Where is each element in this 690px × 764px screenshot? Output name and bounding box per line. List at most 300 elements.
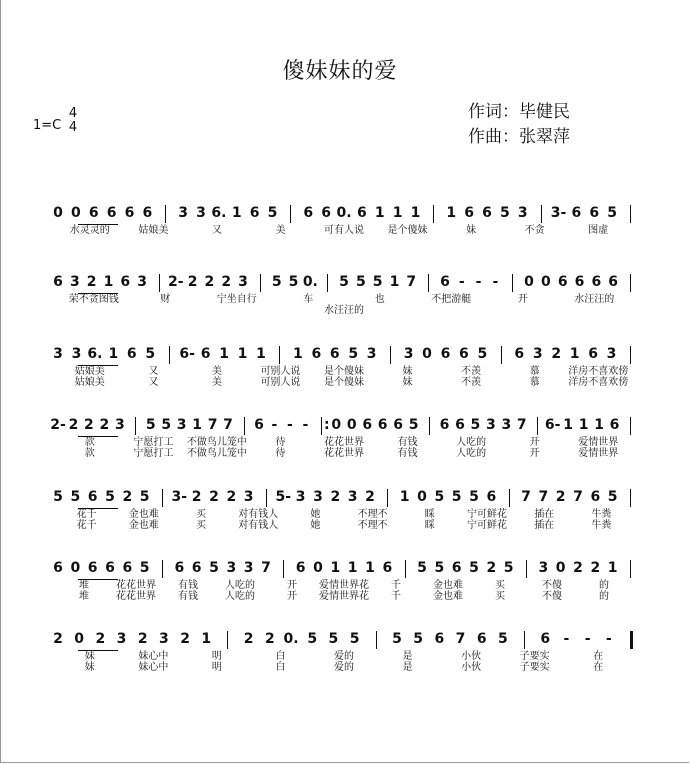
- note: 5: [469, 560, 479, 576]
- note: -: [286, 417, 293, 433]
- note: 0.: [336, 205, 352, 221]
- lyric-text: 不贪: [524, 225, 545, 236]
- barline: [159, 274, 160, 292]
- note: 1: [374, 205, 385, 221]
- note: 7: [223, 417, 233, 433]
- note: 5: [70, 489, 81, 505]
- lyric-text: 花千: [76, 509, 97, 520]
- lyric-text: 的: [599, 580, 609, 591]
- note: 6: [591, 274, 602, 290]
- barline: [630, 417, 631, 435]
- note: 5: [469, 489, 479, 505]
- lyric-text: 不做鸟儿笼中: [186, 448, 247, 459]
- note: 6: [514, 346, 525, 362]
- note: 6: [455, 417, 465, 433]
- note: 7: [521, 489, 531, 505]
- lyric-text: 她: [310, 520, 321, 531]
- note: 0: [524, 274, 534, 290]
- lyricist-credit: 作词：毕健民: [468, 102, 570, 122]
- note: 3: [538, 560, 549, 576]
- lyric-text: 在: [593, 651, 604, 662]
- lyric-text: 不理不: [357, 520, 388, 531]
- note: 1: [237, 346, 248, 362]
- note: 6: [451, 560, 462, 576]
- note: 1: [231, 205, 242, 221]
- note: 6: [87, 489, 98, 505]
- note: 1: [256, 346, 266, 362]
- note: 3: [53, 346, 63, 362]
- note: 3: [532, 346, 543, 362]
- note: 2-: [50, 417, 66, 433]
- note: 1: [594, 417, 604, 433]
- barline: [290, 205, 291, 223]
- lyric-text: 待: [275, 437, 286, 448]
- note: 6: [126, 346, 137, 362]
- note: 2: [551, 346, 562, 362]
- barline: [390, 346, 391, 364]
- lyric-text: 妹: [402, 377, 413, 388]
- lyric-text: 是个傻妹: [324, 366, 364, 377]
- note-row: [0, 344, 690, 368]
- note: 3: [178, 205, 188, 221]
- note: 6: [254, 417, 264, 433]
- lyric-text: 牛粪: [591, 509, 612, 520]
- note: 6: [329, 346, 340, 362]
- note: 0: [70, 560, 81, 576]
- key-signature: 1=C: [33, 118, 62, 133]
- note: 7: [455, 631, 466, 647]
- lyric-text: 又: [211, 225, 222, 236]
- lyric-text: 爱情世界花: [319, 591, 369, 602]
- lyric-text: 可别人说: [260, 366, 301, 377]
- barline: [169, 346, 170, 364]
- note: 2: [209, 489, 219, 505]
- lyric-text: 可有人说: [324, 225, 364, 236]
- note: -: [271, 417, 278, 433]
- lyric-text: 图虚: [588, 225, 609, 236]
- note: 7: [261, 560, 271, 576]
- lyric-text: 买: [196, 509, 206, 520]
- lyric-text: 待: [275, 448, 286, 459]
- lyric-text: 开: [287, 580, 297, 591]
- note: 6: [303, 205, 314, 221]
- lyric-text: 款: [84, 448, 95, 459]
- lyric-text: 是个傻妹: [324, 377, 364, 388]
- barline: [260, 274, 261, 292]
- note: 3: [366, 346, 377, 362]
- barline: [537, 417, 538, 435]
- lyric-text: 千: [391, 580, 401, 591]
- lyric-text: 爱情世界花: [319, 580, 369, 591]
- note: 6: [106, 205, 117, 221]
- note: 3-: [171, 489, 188, 505]
- barline: [630, 205, 631, 223]
- note: 5: [503, 560, 514, 576]
- note: 0: [313, 560, 323, 576]
- lyric-text: 堆: [79, 580, 89, 591]
- note: 1: [219, 346, 229, 362]
- lyric-text: 姑娘美: [74, 366, 105, 377]
- lyric-text: 人吃的: [456, 437, 487, 448]
- note: 3: [295, 489, 306, 505]
- barline: [501, 346, 502, 364]
- note: 3: [485, 417, 496, 433]
- note: 2: [84, 417, 94, 433]
- note: 3: [403, 346, 414, 362]
- lyric-text: 爱情世界: [578, 448, 619, 459]
- lyric-text: 不傻: [542, 591, 562, 602]
- note: 1: [192, 417, 202, 433]
- note: 5: [307, 631, 318, 647]
- note: 6: [440, 346, 451, 362]
- barline: [630, 274, 631, 292]
- barline: [541, 205, 542, 223]
- barline: [512, 274, 513, 292]
- barline: [165, 205, 166, 223]
- note: 6: [321, 205, 331, 221]
- note: 0: [541, 274, 551, 290]
- lyric-text: 可别人说: [260, 377, 301, 388]
- note: 6: [464, 205, 474, 221]
- note: 6: [295, 560, 306, 576]
- barline: [376, 631, 377, 649]
- lyric-text: 插在: [534, 509, 555, 520]
- note: 5: [417, 560, 427, 576]
- lyric-text: 睬: [424, 509, 435, 520]
- lyric-text: 花千: [76, 520, 97, 531]
- lyric-text: 是: [402, 651, 413, 662]
- note: 3: [116, 631, 127, 647]
- note: 5: [339, 274, 349, 290]
- score-system: [0, 203, 690, 283]
- note: 2: [95, 631, 106, 647]
- note: 6: [87, 560, 98, 576]
- note: 6: [120, 274, 131, 290]
- lyric-text: 睬: [424, 520, 435, 531]
- final-barline: [630, 631, 633, 649]
- lyric-text: 慕: [529, 366, 540, 377]
- lyric-text: 明: [211, 651, 222, 662]
- lyric-text: 车: [303, 294, 314, 305]
- lyric-text: 在: [593, 662, 604, 673]
- lyric-text: 爱情世界: [578, 437, 619, 448]
- lyric-text: 买: [495, 580, 505, 591]
- note: -: [584, 631, 591, 647]
- barline: [162, 489, 163, 507]
- note: 3: [243, 560, 254, 576]
- lyric-text: 买: [495, 591, 505, 602]
- note: 5: [328, 631, 339, 647]
- note: 5: [470, 417, 481, 433]
- note: 6.: [211, 205, 227, 221]
- score-system: [0, 272, 690, 352]
- note: 5: [434, 560, 445, 576]
- note: 2: [555, 489, 566, 505]
- note: 6: [574, 274, 585, 290]
- song-title: 傻妹妹的爱: [282, 59, 398, 84]
- barline: [135, 417, 136, 435]
- note: 5: [139, 489, 150, 505]
- barline: [405, 560, 406, 578]
- note-row: [0, 487, 690, 511]
- note: 6: [486, 489, 497, 505]
- barline: [327, 274, 328, 292]
- note: 0: [331, 417, 342, 433]
- lyric-text: 妹: [466, 225, 477, 236]
- lyric-text: 白: [275, 662, 286, 673]
- lyric-text: 妹心中: [138, 651, 169, 662]
- note: 2: [590, 560, 601, 576]
- note: 5: [392, 631, 402, 647]
- score-system: [0, 629, 690, 709]
- note: 6: [382, 560, 393, 576]
- lyric-text: 对有钱人: [238, 509, 279, 520]
- barline: [227, 631, 228, 649]
- note: 2: [191, 489, 202, 505]
- note: 2: [226, 489, 237, 505]
- note: 5: [267, 205, 278, 221]
- lyric-text: 金也难: [128, 509, 159, 520]
- note: 2: [330, 489, 341, 505]
- lyric-text: 开: [287, 591, 297, 602]
- barline: [162, 560, 163, 578]
- lyric-text: 美: [211, 377, 222, 388]
- note: -: [563, 631, 570, 647]
- note: 2: [137, 631, 148, 647]
- note: -: [605, 631, 612, 647]
- note: 1: [569, 346, 580, 362]
- time-signature-top: 4: [68, 106, 78, 121]
- note: -: [302, 417, 309, 433]
- note: 5: [498, 631, 508, 647]
- lyric-text: 子要实: [519, 651, 550, 662]
- note: 1: [563, 417, 574, 433]
- note: 5: [139, 560, 150, 576]
- lyric-text: 荣不贪图钱: [68, 294, 119, 305]
- lyric-text: 水灵灵的: [69, 225, 110, 236]
- note: 1: [365, 560, 375, 576]
- note: 6: [377, 417, 388, 433]
- note: 3: [243, 489, 254, 505]
- note: 2: [573, 560, 583, 576]
- lyric-text: 白: [275, 651, 286, 662]
- note: 2: [264, 631, 275, 647]
- note: 6: [174, 560, 185, 576]
- lyric-text: 是: [402, 662, 413, 673]
- lyric-text: 姑娘美: [138, 225, 169, 236]
- lyric-text: 爱的: [334, 651, 354, 662]
- lyric-text: 水汪汪的: [324, 305, 364, 316]
- note: 1: [392, 205, 403, 221]
- note: 1: [607, 560, 618, 576]
- note: 0: [346, 417, 357, 433]
- note: 6: [590, 489, 601, 505]
- lyric-text: 金也难: [128, 520, 159, 531]
- note: 2-: [167, 274, 184, 290]
- barline: [524, 631, 525, 649]
- note: 6: [440, 274, 450, 290]
- barline: [509, 489, 510, 507]
- note: 1: [103, 274, 114, 290]
- note: 6: [589, 205, 600, 221]
- note: 2: [99, 417, 110, 433]
- note: 2: [53, 631, 63, 647]
- lyric-text: 宁愿打工: [133, 437, 174, 448]
- note: 6: [88, 205, 99, 221]
- note: 3: [501, 417, 512, 433]
- lyric-text: 花花世界: [324, 448, 364, 459]
- note: 5: [607, 205, 617, 221]
- note: 3: [176, 417, 187, 433]
- note: 5: [355, 274, 366, 290]
- note: 2: [187, 274, 198, 290]
- note: 1: [292, 346, 303, 362]
- note: 3: [238, 274, 248, 290]
- note: 7: [516, 417, 527, 433]
- note: 6: [357, 205, 367, 221]
- lyric-text: 妹: [402, 366, 413, 377]
- lyric-text: 她: [310, 509, 321, 520]
- lyric-text: 花花世界: [116, 580, 156, 591]
- lyric-text: 又: [148, 377, 159, 388]
- note: 1: [201, 631, 212, 647]
- note: 6-: [179, 346, 195, 362]
- note: 0: [555, 560, 566, 576]
- note: 3: [606, 346, 617, 362]
- note: 2: [86, 274, 97, 290]
- note: 1: [446, 205, 457, 221]
- barline: [630, 346, 631, 364]
- note: 6: [362, 417, 373, 433]
- lyric-text: 金也难: [433, 580, 463, 591]
- lyric-text: 人吃的: [225, 580, 255, 591]
- barline: [526, 560, 527, 578]
- lyric-text: 不傻: [542, 580, 562, 591]
- note: 2: [486, 560, 497, 576]
- score-system: [0, 487, 690, 567]
- lyric-text: 美: [275, 225, 286, 236]
- note: 6: [124, 205, 135, 221]
- composer-credit: 作曲：张翠萍: [468, 127, 570, 147]
- note: 6: [191, 560, 202, 576]
- note: 0.: [302, 274, 318, 290]
- note: 6: [609, 417, 620, 433]
- note: 6: [540, 631, 551, 647]
- lyric-text: 买: [196, 520, 206, 531]
- note: 1: [347, 560, 358, 576]
- barline: [429, 417, 430, 435]
- lyric-text: 财: [160, 294, 171, 305]
- lyric-text: 小伙: [461, 662, 482, 673]
- barline: [630, 560, 631, 578]
- lyric-text: 的: [599, 591, 609, 602]
- lyric-text: 款: [84, 437, 95, 448]
- lyric-text: 不做鸟儿笼中: [186, 437, 247, 448]
- note: 6: [200, 346, 211, 362]
- lyric-text: 明: [211, 662, 222, 673]
- lyric-text: 不理不: [357, 509, 388, 520]
- note: 0: [71, 205, 81, 221]
- note: 1: [108, 346, 119, 362]
- note: 5: [451, 489, 462, 505]
- lyric-text: 对有钱人: [238, 520, 279, 531]
- score-system: [0, 344, 690, 424]
- lyric-text: 千: [391, 591, 401, 602]
- note: 5: [105, 489, 115, 505]
- note: 3: [159, 631, 169, 647]
- lyric-text: 堆: [79, 591, 89, 602]
- note: 5: [53, 489, 63, 505]
- lyric-text: 妹: [84, 651, 95, 662]
- lyric-text: 妹: [84, 662, 95, 673]
- lyric-text: 人吃的: [456, 448, 487, 459]
- note-row: [0, 629, 690, 653]
- note: 5: [145, 417, 156, 433]
- lyric-text: 开: [517, 294, 528, 305]
- note: 6: [608, 274, 619, 290]
- note: 5: [209, 560, 219, 576]
- note: 6: [142, 205, 153, 221]
- note: 6-: [544, 417, 561, 433]
- note: 6: [439, 417, 450, 433]
- note: 1: [578, 417, 589, 433]
- time-signature-bottom: 4: [68, 120, 78, 135]
- note: 2: [204, 274, 215, 290]
- note: 3: [313, 489, 323, 505]
- note: 5: [372, 274, 383, 290]
- note: 3: [69, 274, 80, 290]
- note: 6: [482, 205, 492, 221]
- note: 2: [221, 274, 232, 290]
- lyric-text: 洋房不喜欢傍: [568, 377, 629, 388]
- note: 5: [500, 205, 510, 221]
- note: 6: [53, 560, 63, 576]
- lyric-text: 有钱: [178, 580, 198, 591]
- note: 3: [517, 205, 528, 221]
- note: -: [492, 274, 499, 290]
- lyric-text: 金也难: [433, 591, 463, 602]
- lyric-text: 爱的: [334, 662, 354, 673]
- lyric-text: 开: [529, 437, 540, 448]
- note: 5-: [275, 489, 292, 505]
- lyric-text: 子要实: [519, 662, 550, 673]
- note: 7: [207, 417, 218, 433]
- note: 6: [311, 346, 322, 362]
- barline: [433, 205, 434, 223]
- score-system: [0, 415, 690, 495]
- lyric-text: 不羡: [461, 366, 482, 377]
- note: 7: [406, 274, 417, 290]
- lyric-text: 宁可鲜花: [467, 520, 507, 531]
- note: 5: [145, 346, 156, 362]
- note: 6: [557, 274, 568, 290]
- score-system: [0, 558, 690, 638]
- note: 2: [365, 489, 375, 505]
- lyric-text: 宁坐自行: [216, 294, 257, 305]
- note: 2: [243, 631, 254, 647]
- lyric-text: 开: [529, 448, 540, 459]
- barline: [244, 417, 245, 435]
- note: 3: [114, 417, 125, 433]
- note: 3: [196, 205, 206, 221]
- note: 0: [417, 489, 427, 505]
- note-row: [0, 415, 690, 439]
- lyric-text: 姑娘美: [74, 377, 105, 388]
- lyric-text: 也: [374, 294, 385, 305]
- barline: [266, 489, 267, 507]
- note: 6: [393, 417, 403, 433]
- note: 1: [389, 274, 400, 290]
